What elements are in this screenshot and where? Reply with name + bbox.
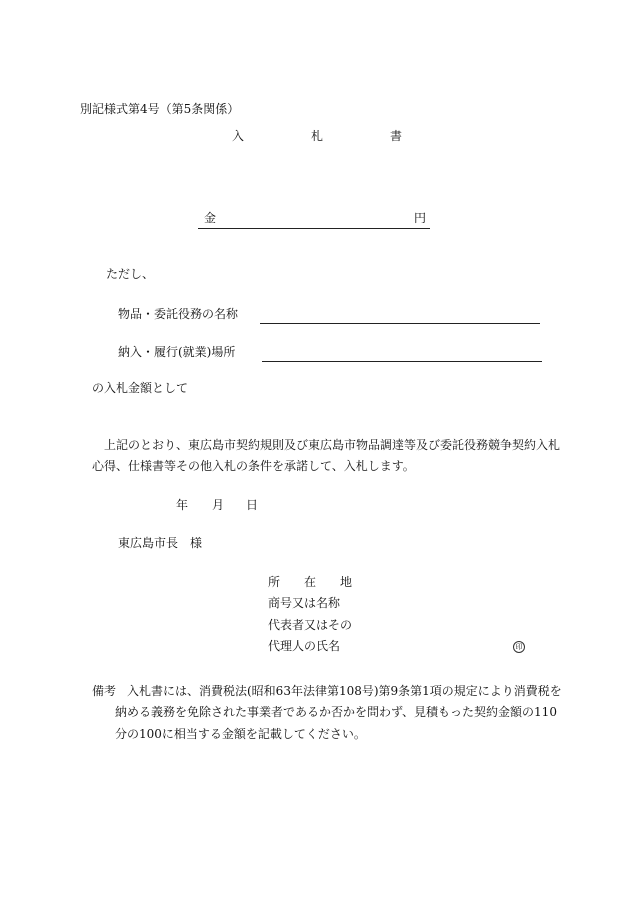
addressee: 東広島市長 様: [118, 536, 203, 550]
notes-label: 備考: [92, 684, 117, 698]
title-char-2: 札: [311, 129, 324, 143]
date-month: 月: [212, 498, 225, 512]
notes-line-2: 納める義務を免除された事業者であるか否かを問わず、見積もった契約金額の110: [115, 705, 557, 719]
delivery-place-label: 納入・履行(就業)場所: [118, 345, 236, 359]
form-number: 別記様式第4号（第5条関係）: [80, 102, 240, 116]
statement-line-2: 心得、仕様書等その他入札の条件を承諾して、入札します。: [92, 459, 415, 473]
delivery-place-underline[interactable]: [262, 361, 542, 362]
intro-text: ただし、: [106, 267, 155, 281]
closing-text: の入札金額として: [92, 381, 189, 395]
agent-label: 代理人の氏名: [268, 639, 341, 653]
amount-prefix: 金: [204, 211, 217, 225]
amount-underline[interactable]: [198, 228, 430, 229]
date-year: 年: [176, 498, 189, 512]
item-name-underline[interactable]: [260, 323, 540, 324]
item-name-label: 物品・委託役務の名称: [118, 307, 239, 321]
seal-icon: 印: [513, 641, 525, 653]
title-char-3: 書: [390, 129, 403, 143]
representative-label: 代表者又はその: [268, 618, 353, 632]
date-day: 日: [246, 498, 259, 512]
amount-suffix: 円: [414, 211, 427, 225]
notes-line-1: 入札書には、消費税法(昭和63年法律第108号)第9条第1項の規定により消費税を: [127, 684, 562, 698]
title-char-1: 入: [232, 129, 245, 143]
statement-line-1: 上記のとおり、東広島市契約規則及び東広島市物品調達等及び委託役務競争契約入札: [104, 438, 561, 452]
address-label: 所 在 地: [268, 575, 353, 589]
notes-line-3: 分の100に相当する金額を記載してください。: [115, 727, 366, 741]
company-label: 商号又は名称: [268, 596, 341, 610]
